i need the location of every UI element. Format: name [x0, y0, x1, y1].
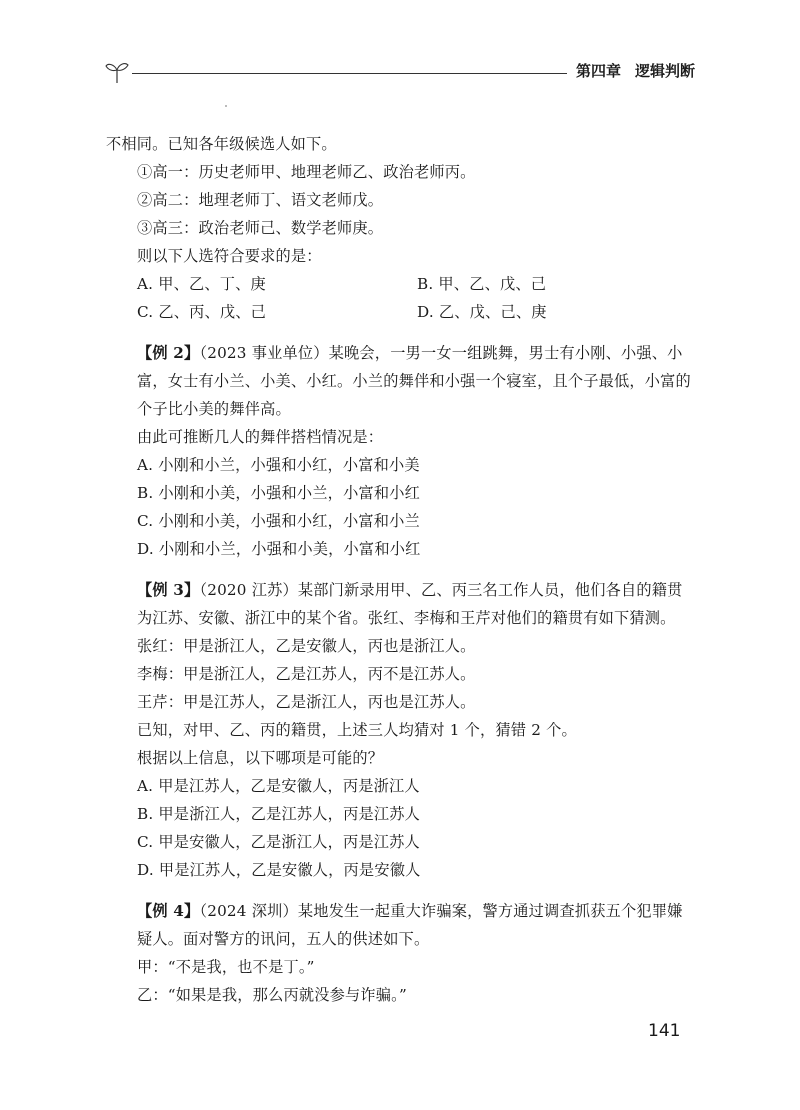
example-source: （2023 事业单位）	[199, 344, 329, 362]
example-2	[106, 339, 696, 423]
option-a: A. 小刚和小兰，小强和小红，小富和小美	[137, 456, 420, 474]
sprout-icon	[104, 56, 130, 86]
option-c: C. 小刚和小美，小强和小红，小富和小兰	[137, 512, 420, 530]
example-text: 某晚会，一男一女一组跳舞，男士有小刚、小强、小富，女士有小兰、小美、小红。小兰的舞伴和小强一个寝室，且个子最低，小富的个子比小美的舞伴高。	[137, 344, 691, 418]
option-b: B. 小刚和小美，小强和小兰，小富和小红	[137, 484, 421, 502]
scan-speck	[225, 105, 227, 107]
example-label: 【例 3】	[137, 581, 200, 599]
example-label: 【例 4】	[137, 902, 200, 920]
example-source: （2024 深圳）	[199, 902, 298, 920]
candidate-item: ①高一：历史老师甲、地理老师乙、政治老师丙。	[137, 163, 476, 181]
guess-line: 王芹：甲是江苏人，乙是浙江人，丙也是江苏人。	[137, 693, 476, 711]
known-condition: 已知，对甲、乙、丙的籍贯，上述三人均猜对 1 个，猜错 2 个。	[137, 721, 577, 739]
option-d: D. 小刚和小兰，小强和小美，小富和小红	[137, 540, 421, 558]
option-d: D. 甲是江苏人，乙是安徽人，丙是安徽人	[137, 861, 421, 879]
block1-intro: 不相同。已知各年级候选人如下。	[106, 135, 337, 153]
example-label: 【例 2】	[137, 344, 200, 362]
chapter-title	[576, 60, 695, 81]
option-a: A. 甲、乙、丁、庚	[137, 275, 266, 293]
option-c: C. 乙、丙、戊、己	[137, 303, 267, 321]
guess-line: 张红：甲是浙江人，乙是安徽人，丙也是浙江人。	[137, 637, 476, 655]
block1-question: 则以下人选符合要求的是：	[137, 247, 322, 265]
block1-options-row	[106, 298, 696, 326]
page-header	[104, 56, 696, 86]
option-b: B. 甲、乙、戊、己	[417, 275, 547, 293]
example-text: 某部门新录用甲、乙、丙三名工作人员，他们各自的籍贯为江苏、安徽、浙江中的某个省。张红、李梅和王芹对他们的籍贯有如下猜测。	[137, 581, 683, 627]
example-text: 某地发生一起重大诈骗案，警方通过调查抓获五个犯罪嫌疑人。面对警方的讯问，五人的供述如下。	[137, 902, 683, 948]
example-4	[106, 897, 696, 953]
example-3	[106, 576, 696, 632]
header-rule	[132, 73, 567, 74]
option-c: C. 甲是安徽人，乙是浙江人，丙是江苏人	[137, 833, 420, 851]
page-content	[106, 130, 696, 1009]
candidate-item: ③高三：政治老师己、数学老师庚。	[137, 219, 384, 237]
chapter-number: 第四章	[576, 62, 622, 80]
option-d: D. 乙、戊、己、庚	[417, 303, 547, 321]
page-number: 141	[648, 1021, 681, 1041]
statement-line: 甲：“不是我，也不是丁。”	[137, 958, 315, 976]
statement-line: 乙：“如果是我，那么丙就没参与诈骗。”	[137, 986, 407, 1004]
option-a: A. 甲是江苏人，乙是安徽人，丙是浙江人	[137, 777, 420, 795]
example-3-question: 根据以上信息，以下哪项是可能的？	[137, 749, 384, 767]
candidate-item: ②高二：地理老师丁、语文老师戊。	[137, 191, 384, 209]
example-source: （2020 江苏）	[199, 581, 298, 599]
chapter-subject: 逻辑判断	[635, 62, 696, 80]
guess-line: 李梅：甲是浙江人，乙是江苏人，丙不是江苏人。	[137, 665, 476, 683]
option-b: B. 甲是浙江人，乙是江苏人，丙是江苏人	[137, 805, 421, 823]
block1-options-row	[106, 270, 696, 298]
example-2-question: 由此可推断几人的舞伴搭档情况是：	[137, 428, 384, 446]
